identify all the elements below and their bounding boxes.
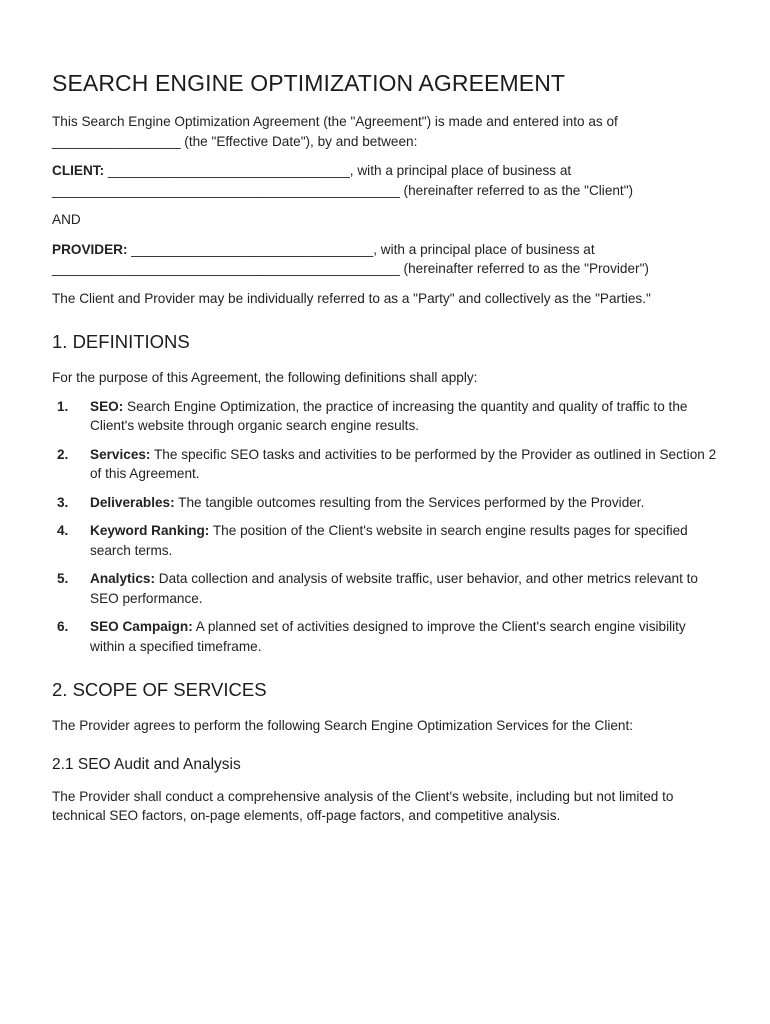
- client-text: ________________________________, with a principal place of business at ______________________________________________ (hereinafter referred to as the "Client"): [52, 163, 634, 198]
- definition-number: 1.: [57, 398, 69, 414]
- parties-paragraph: The Client and Provider may be individually referred to as a "Party" and collectively as the "Parties.": [52, 290, 651, 306]
- definition-item: [52, 493, 720, 513]
- definition-text: Data collection and analysis of website traffic, user behavior, and other metrics relevant to SEO performance.: [90, 571, 698, 606]
- definition-item: [52, 445, 720, 484]
- provider-paragraph: [52, 240, 720, 279]
- definition-text: The specific SEO tasks and activities to be performed by the Provider as outlined in Section 2 of this Agreement.: [90, 446, 717, 481]
- client-paragraph: [52, 161, 720, 200]
- definition-number: 3.: [57, 494, 69, 510]
- and-text: AND: [52, 212, 81, 227]
- definition-number: 4.: [57, 523, 69, 538]
- definition-text: Search Engine Optimization, the practice of increasing the quantity and quality of traffic to the Client's website through organic search engine results.: [90, 398, 688, 433]
- provider-label: PROVIDER:: [52, 241, 128, 257]
- definition-number: 6.: [57, 619, 69, 634]
- provider-text: ________________________________, with a principal place of business at ______________________________________________ (hereinafter referred to as the "Provider"): [52, 241, 649, 276]
- definition-term: SEO Campaign:: [90, 619, 193, 634]
- definition-number: 2.: [57, 446, 69, 462]
- scope-heading: 2. SCOPE OF SERVICES: [52, 679, 267, 700]
- definition-term: Services:: [90, 446, 151, 462]
- definition-text: A planned set of activities designed to improve the Client's search engine visibility within a specified timeframe.: [90, 619, 686, 654]
- intro-paragraph: This Search Engine Optimization Agreement (the "Agreement") is made and entered into as of _________________ (the "Effective Date"), by and between:: [52, 114, 618, 149]
- seo-audit-text: The Provider shall conduct a comprehensive analysis of the Client's website, including but not limited to technical SEO factors, on-page elements, off-page factors, and competitive analysis.: [52, 788, 674, 823]
- definition-text: The tangible outcomes resulting from the Services performed by the Provider.: [174, 494, 645, 510]
- definition-text: The position of the Client's website in search engine results pages for specified search terms.: [90, 523, 688, 558]
- document-title: SEARCH ENGINE OPTIMIZATION AGREEMENT: [52, 70, 566, 96]
- definition-item: [52, 569, 720, 608]
- definitions-lead: For the purpose of this Agreement, the following definitions shall apply:: [52, 370, 478, 385]
- scope-lead: The Provider agrees to perform the following Search Engine Optimization Services for the Client:: [52, 718, 634, 733]
- definition-item: [52, 397, 720, 436]
- definitions-heading: 1. DEFINITIONS: [52, 331, 190, 352]
- definition-term: Keyword Ranking:: [90, 523, 210, 538]
- definition-number: 5.: [57, 571, 69, 586]
- seo-audit-heading: 2.1 SEO Audit and Analysis: [52, 755, 241, 773]
- client-label: CLIENT:: [52, 163, 105, 178]
- definition-item: [52, 521, 720, 560]
- definition-term: SEO:: [90, 398, 124, 414]
- definition-term: Deliverables:: [90, 494, 175, 510]
- definitions-list: [52, 397, 720, 657]
- definition-item: [52, 617, 720, 656]
- definition-term: Analytics:: [90, 571, 155, 586]
